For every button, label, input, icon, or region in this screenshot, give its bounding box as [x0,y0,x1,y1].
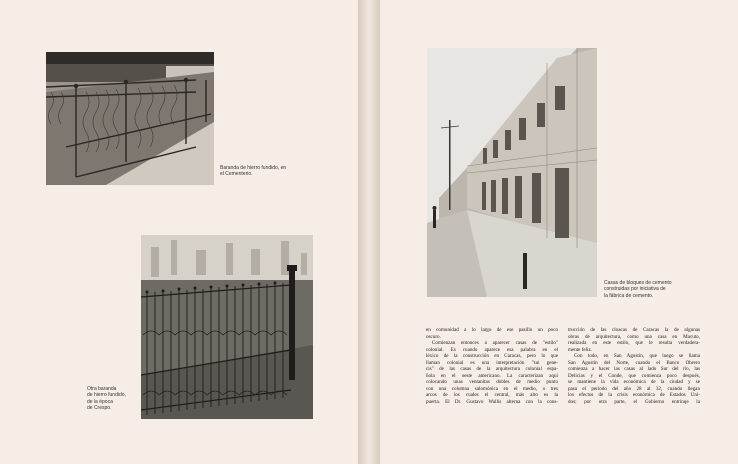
body-text-column-1 [426,327,558,406]
caption-line: de hierro fundido, [87,392,126,399]
text-line: colocando unas ventanitas dobles de medio punto [426,379,558,386]
text-line: colonial. Es cuando aparece esa palabra en el [426,346,558,353]
text-line: llaman colonial es una interpretación "sui gene- [426,359,558,366]
text-line: arcos de los cuales el central, más alto es la [426,392,558,399]
text-line: realizada en este estilo, que le resulta verdadera- [568,340,700,347]
text-line: Con todo, en San Agustín, que luego se llama [574,353,700,360]
caption-line: el Cementerio. [220,171,253,178]
photo-cement-houses [427,48,597,297]
caption-cement-houses [604,280,714,299]
text-line: se mantiene la vida económica de la ciudad y se [568,379,700,386]
text-line: dos; por otra parte, el Gobierno entrinqe la [568,399,700,406]
text-line: puerta. El Dr. Gustavo Wallis alterna con la cons- [426,399,558,406]
text-line: en comunidad a lo largo de ese pasillo un poco [426,327,558,333]
caption-railing-cemetery [220,165,310,178]
text-line: pasa el período del año 28 al 32, cuando llegan [568,385,700,392]
caption-line: de Crespo. [87,405,112,412]
text-line: cis" de las casas de la arquitectura colonial espa- [426,366,558,373]
caption-line: construidas por iniciativa de [604,286,666,293]
caption-line: Casas de bloques de cemento [604,280,672,286]
text-line: San Agustín del Norte, cuando el Banco Obrero [568,359,700,366]
text-line: mente feliz. [568,346,593,353]
text-line: obras de arquitectura, como una casa en Macuto, [568,333,700,340]
book-gutter [358,0,380,464]
body-text-column-2 [568,327,700,406]
text-line: los efectos de la crisis económica de Estados Uni- [568,392,700,399]
text-line: con una columna salomónica en el medio, o tres [426,385,558,392]
caption-line: Otra baranda [87,386,117,392]
photo-railing-crespo [141,235,313,419]
caption-line: Baranda de hierro fundido, en [220,165,287,171]
caption-line: la fábrica de cemento. [604,292,654,299]
text-line: Comienzan entonces a aparecer casas de "estilo" [432,340,558,347]
text-line: Delicias y el Conde, que comienza poco después, [568,372,700,379]
text-line: comienza a hacer las casas al lado Sur del río, las [568,366,700,373]
text-line: trucción de las cloacas de Caracas la de algunas [568,327,700,333]
photo-railing-cemetery [46,52,214,185]
caption-line: de la época [87,398,113,405]
text-line: léxico de la construcción en Caracas, pero lo que [426,353,558,360]
caption-railing-crespo [87,386,139,412]
text-line: oscuro. [426,333,441,340]
text-line: ñola en el oeste americano. La caracterizan aquí [426,372,558,379]
